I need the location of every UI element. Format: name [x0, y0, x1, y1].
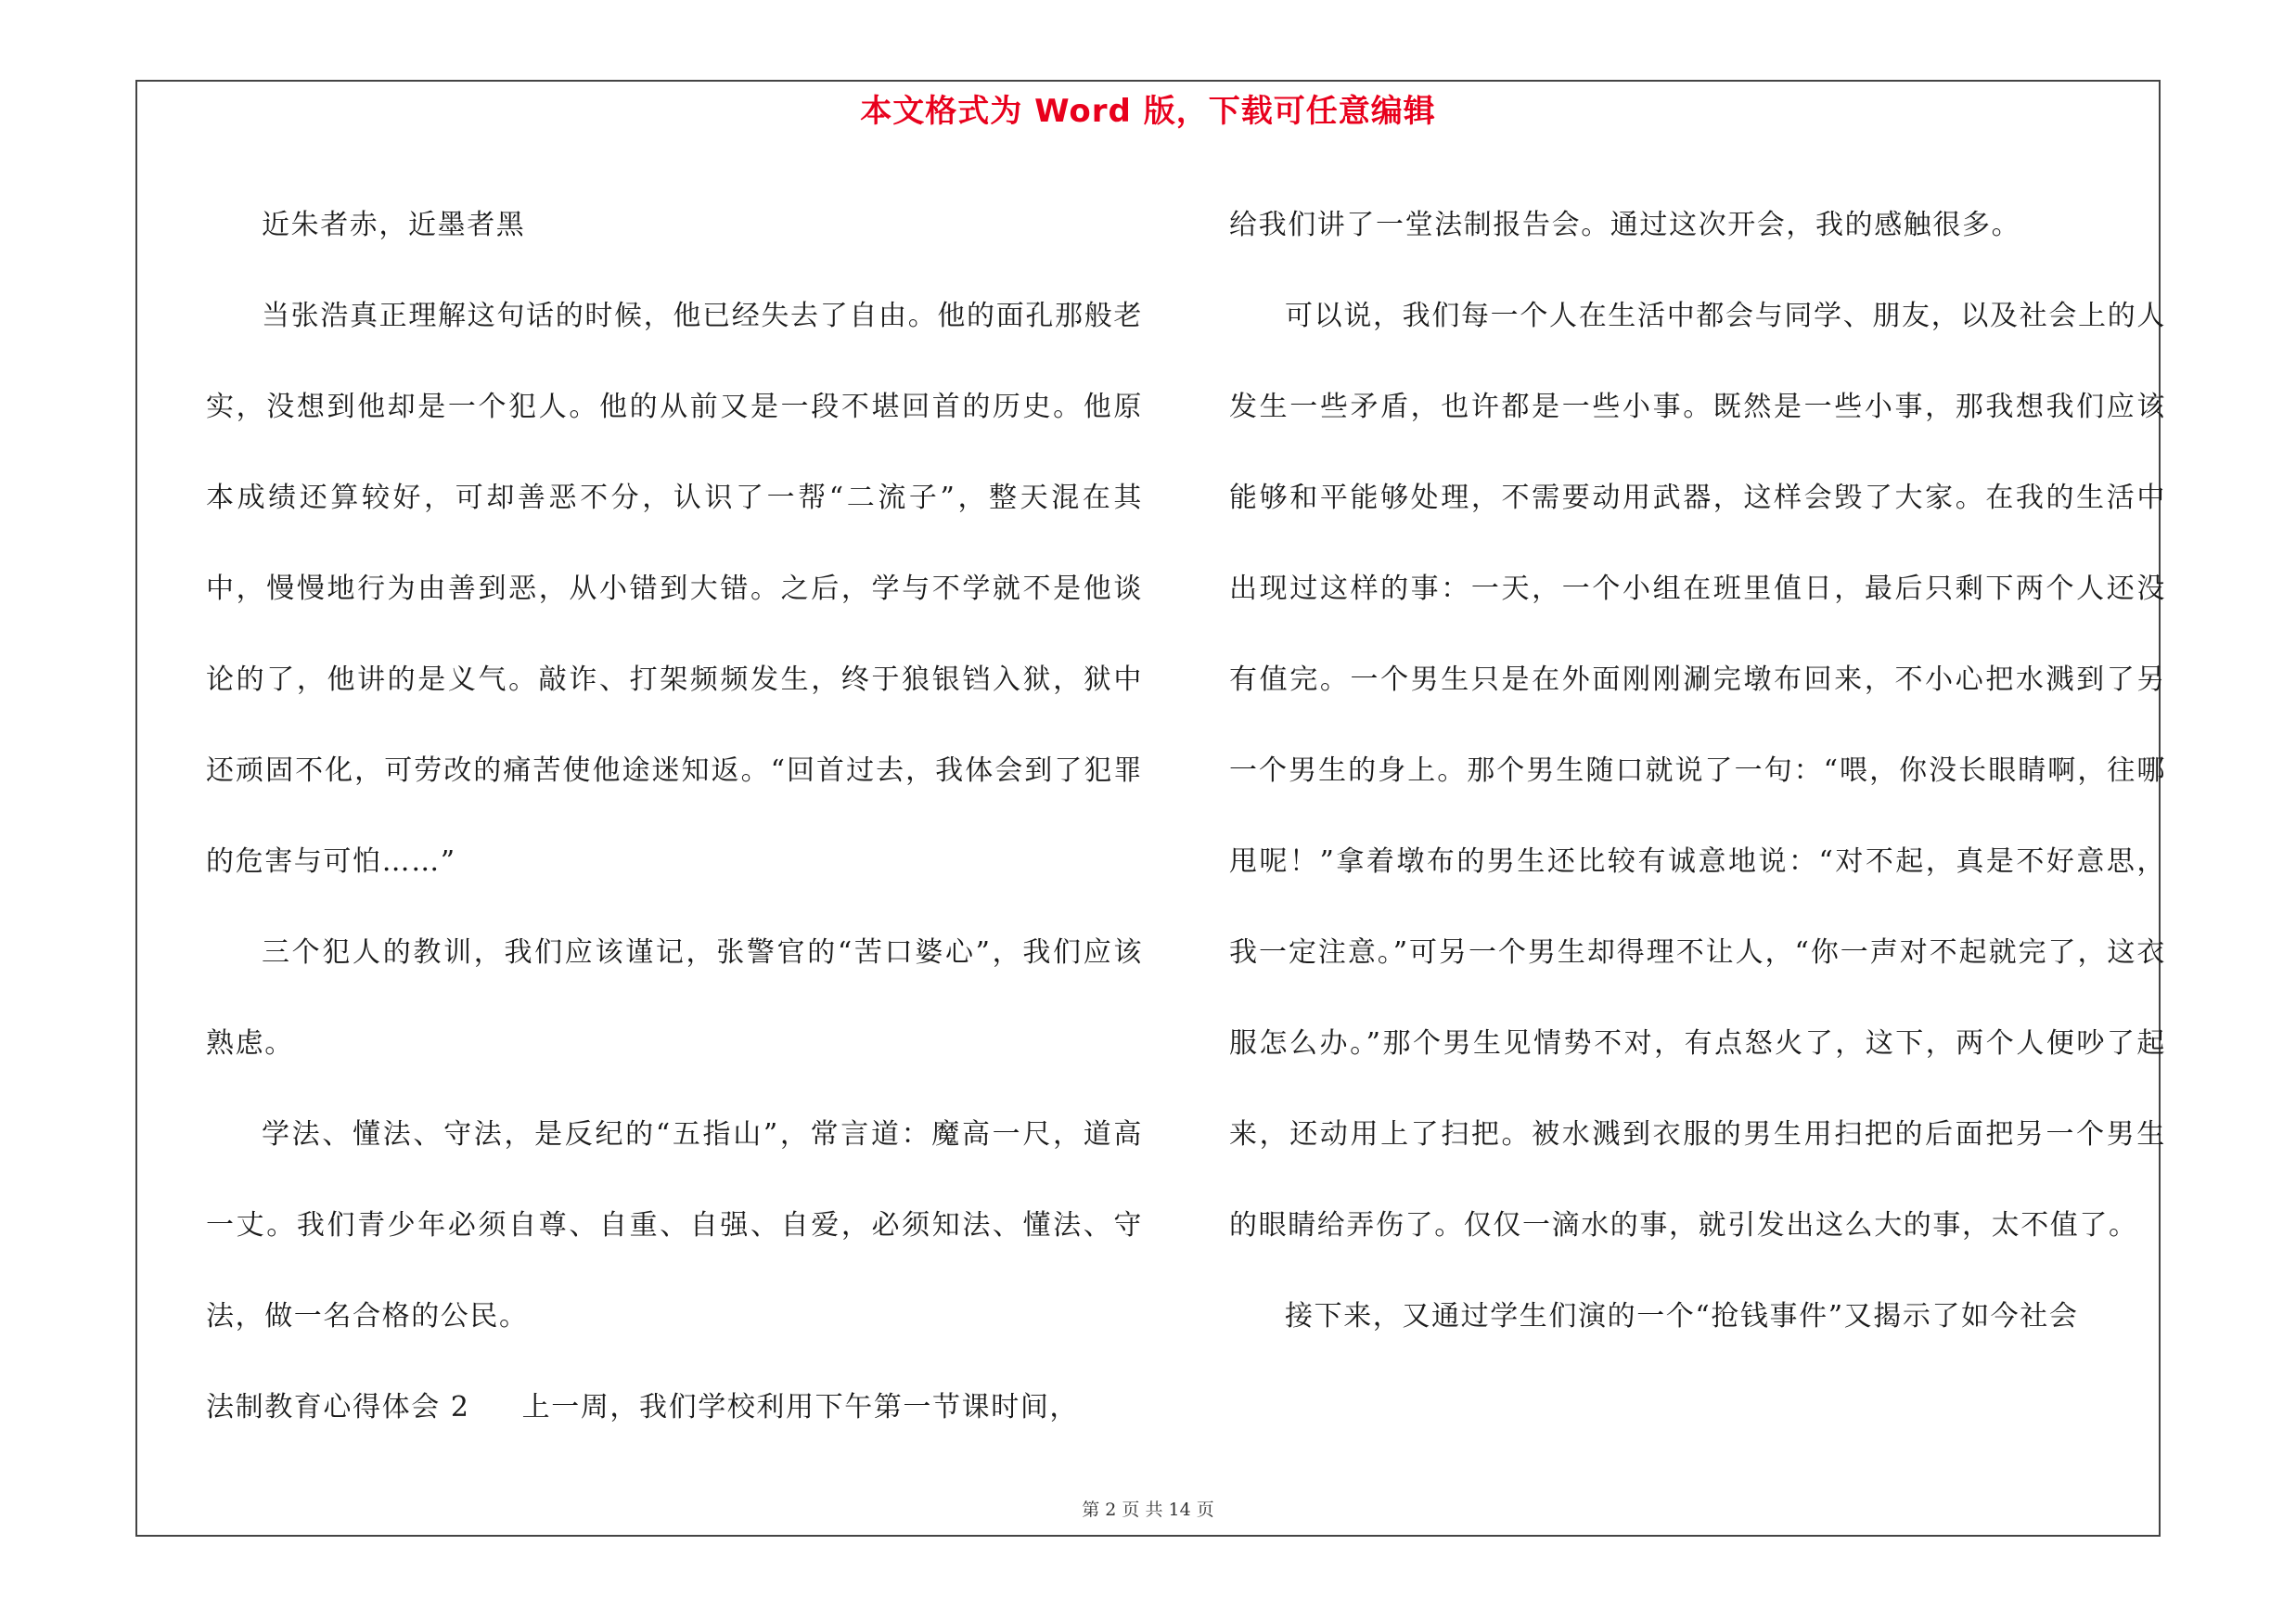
section-heading: 法制教育心得体会 2: [206, 1391, 470, 1423]
page-number-footer: 第 2 页 共 14 页: [1082, 1500, 1214, 1520]
right-column: [1229, 180, 2166, 1362]
left-paragraph-1: 近朱者赤，近墨者黑: [262, 209, 526, 241]
right-paragraph-2: 可以说，我们每一个人在生活中都会与同学、朋友，以及社会上的人发生一些矛盾，也许都是一些小事。既然是一些小事，那我想我们应该能够和平能够处理，不需要动用武器，这样会毁了大家。在我的生活中出现过这样的事：一天，一个小组在班里值日，最后只剩下两个人还没有值完。一个男生只是在外面刚刚涮完墩布回来，不小心把水溅到了另一个男生的身上。那个男生随口就说了一句：“喂，你没长眼睛啊，往哪甩呢！”拿着墩布的男生还比较有诚意地说：“对不起，真是不好意思，我一定注意。”可另一个男生却得理不让人，“你一声对不起就完了，这衣服怎么办。”那个男生见情势不对，有点怒火了，这下，两个人便吵了起来，还动用上了扫把。被水溅到衣服的男生用扫把的后面把另一个男生的眼睛给弄伤了。仅仅一滴水的事，就引发出这么大的事，太不值了。: [1229, 300, 2166, 1242]
word-format-banner: 本文格式为 Word 版，下载可任意编辑: [860, 93, 1436, 130]
left-paragraph-3: 三个犯人的教训，我们应该谨记，张警官的“苦口婆心”，我们应该熟虑。: [206, 936, 1143, 1060]
right-paragraph-3: 接下来，又通过学生们演的一个“抢钱事件”又揭示了如今社会: [1285, 1300, 2079, 1333]
left-paragraph-4: 学法、懂法、守法，是反纪的“五指山”，常言道：魔高一尺，道高一丈。我们青少年必须自尊、自重、自强、自爱，必须知法、懂法、守法，做一名合格的公民。: [206, 1118, 1143, 1333]
right-paragraph-1: 给我们讲了一堂法制报告会。通过这次开会，我的感触很多。: [1229, 209, 2021, 241]
section-first-line: 上一周，我们学校利用下午第一节课时间，: [521, 1391, 1080, 1423]
left-paragraph-2: 当张浩真正理解这句话的时候，他已经失去了自由。他的面孔那般老实，没想到他却是一个犯人。他的从前又是一段不堪回首的历史。他原本成绩还算较好，可却善恶不分，认识了一帮“二流子”，整天混在其中，慢慢地行为由善到恶，从小错到大错。之后，学与不学就不是他谈论的了，他讲的是义气。敲诈、打架频频发生，终于狼银铛入狱，狱中还顽固不化，可劳改的痛苦使他途迷知返。“回首过去，我体会到了犯罪的危害与可怕……”: [206, 300, 1143, 878]
section-heading-line: [206, 1362, 1143, 1453]
left-column: [206, 180, 1143, 1453]
